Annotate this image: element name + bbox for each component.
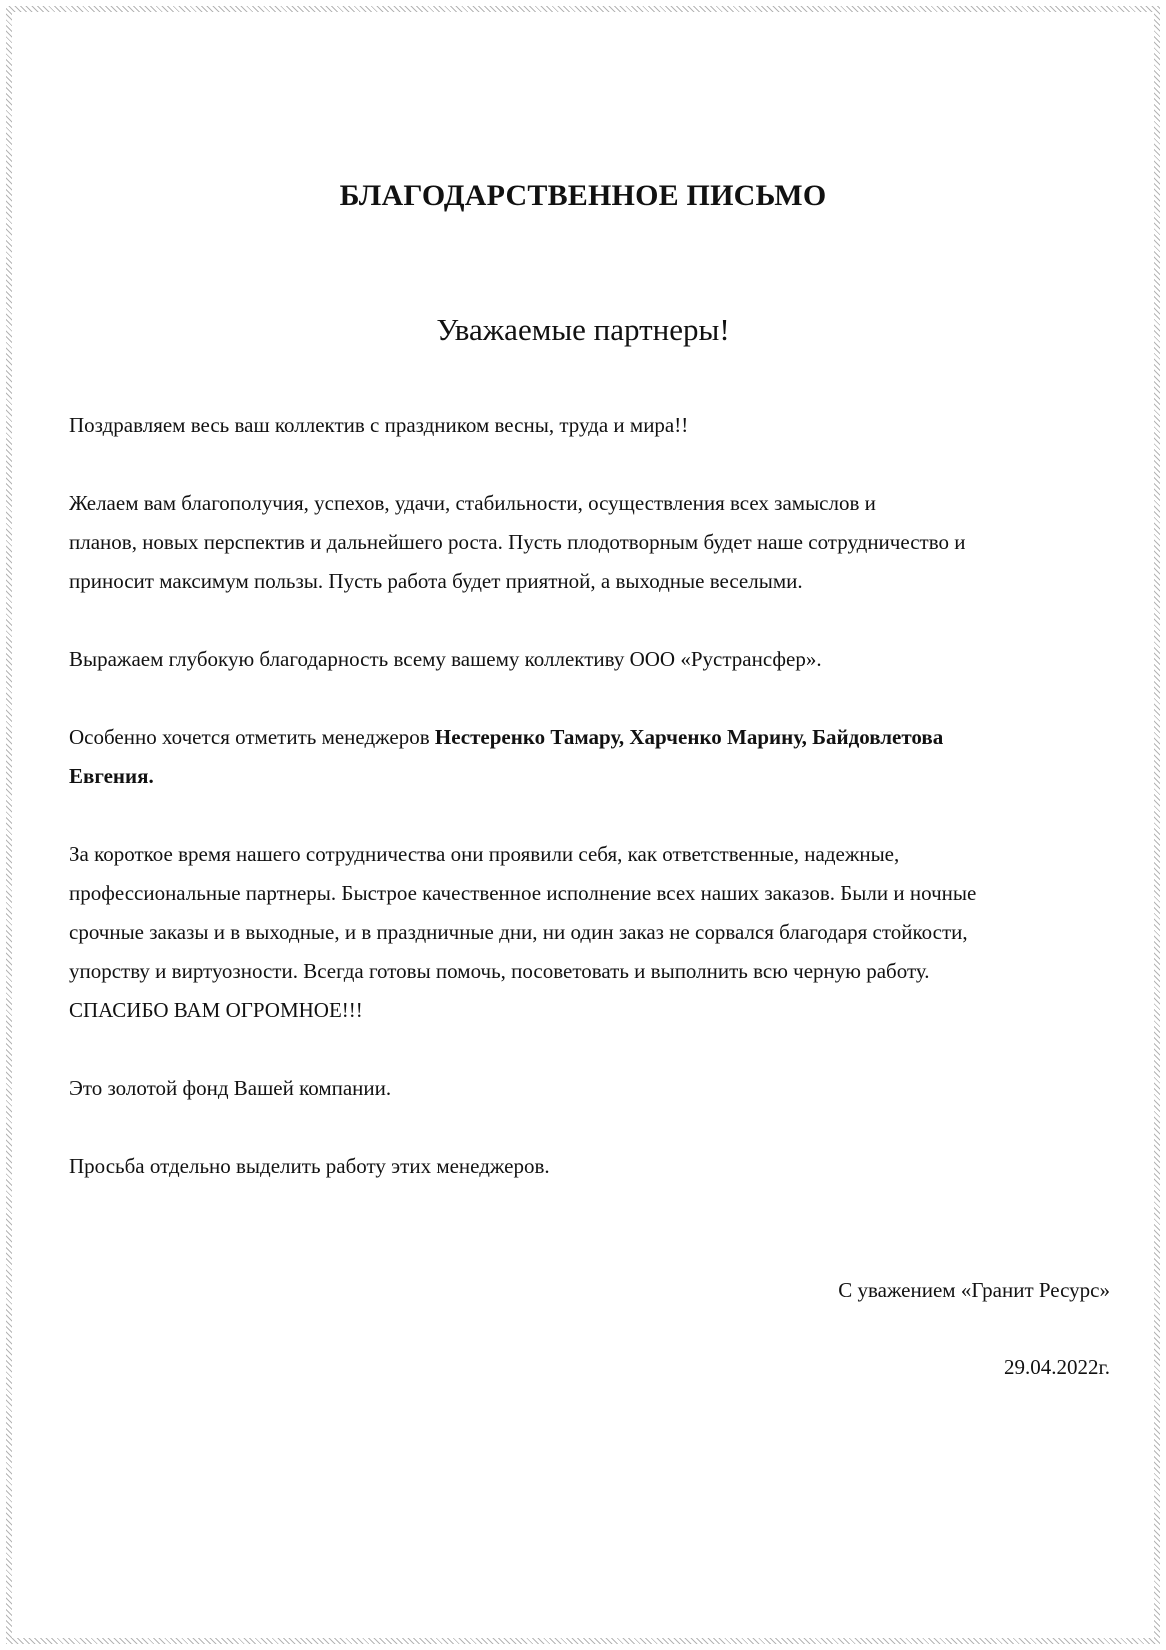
letter-title: БЛАГОДАРСТВЕННОЕ ПИСЬМО (339, 179, 827, 212)
paragraph-wishes (69, 484, 1109, 601)
paragraph-gap (69, 601, 1109, 640)
signature: С уважением «Гранит Ресурс» (838, 1278, 1110, 1302)
letter-body (69, 406, 1109, 1186)
paragraph-gap (69, 796, 1109, 835)
paragraph-golden-fund (69, 1069, 1109, 1108)
paragraph-line: упорству и виртуозности. Всегда готовы помочь, посоветовать и выполнить всю черную работу. (69, 959, 930, 983)
paragraph-gap (69, 1030, 1109, 1069)
letter-date: 29.04.2022г. (1004, 1355, 1110, 1379)
paragraph-praise (69, 835, 1109, 1030)
paragraph-line: За короткое время нашего сотрудничества они проявили себя, как ответственные, надежные, (69, 842, 900, 866)
paragraph-line: Поздравляем весь ваш коллектив с праздником весны, труда и мира!! (69, 413, 689, 437)
paragraph-line: срочные заказы и в выходные, и в праздничные дни, ни один заказ не сорвался благодаря стойкости, (69, 920, 968, 944)
paragraph-line: приносит максимум пользы. Пусть работа будет приятной, а выходные веселыми. (69, 569, 803, 593)
paragraph-gap (69, 679, 1109, 718)
managers-intro: Особенно хочется отметить менеджеров (69, 725, 435, 749)
salutation: Уважаемые партнеры! (436, 312, 730, 347)
paragraph-line: Выражаем глубокую благодарность всему вашему коллективу ООО «Рустрансфер». (69, 647, 822, 671)
paragraph-line: планов, новых перспектив и дальнейшего роста. Пусть плодотворным будет наше сотрудничество и (69, 530, 966, 554)
paragraph-line: Желаем вам благополучия, успехов, удачи, стабильности, осуществления всех замыслов и (69, 491, 876, 515)
paragraph-line: СПАСИБО ВАМ ОГРОМНОЕ!!! (69, 998, 363, 1022)
paragraph-gap (69, 1108, 1109, 1147)
paragraph-line: Это золотой фонд Вашей компании. (69, 1076, 392, 1100)
paragraph-line (69, 718, 1109, 757)
paragraph-line: профессиональные партнеры. Быстрое качественное исполнение всех наших заказов. Были и ночные (69, 881, 977, 905)
paragraph-line: Просьба отдельно выделить работу этих менеджеров. (69, 1154, 550, 1178)
paragraph-gap (69, 445, 1109, 484)
paragraph-request (69, 1147, 1109, 1186)
paragraph-congratulations (69, 406, 1109, 445)
manager-names-continued: Евгения. (69, 764, 154, 788)
paragraph-gratitude (69, 640, 1109, 679)
manager-names: Нестеренко Тамару, Харченко Марину, Байдовлетова (434, 725, 944, 749)
paragraph-managers (69, 718, 1109, 796)
